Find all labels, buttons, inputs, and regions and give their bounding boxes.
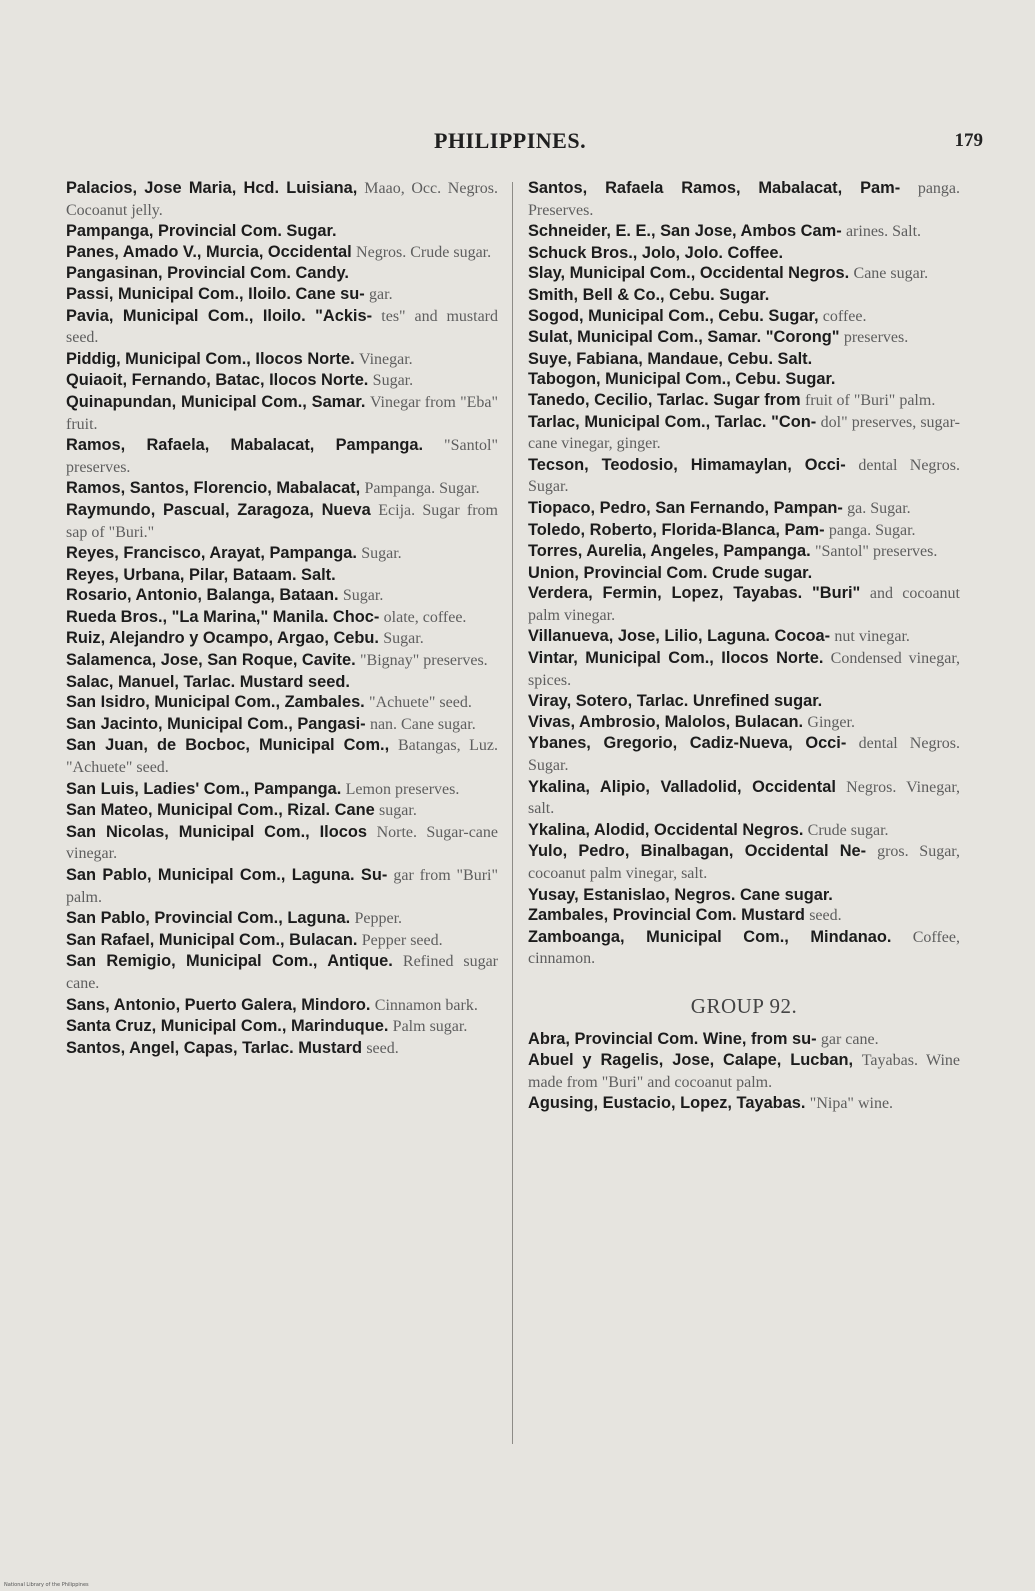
entry-product: Negros. Vinegar, salt. — [528, 778, 961, 818]
entry-name: Yulo, Pedro, Binalbagan, Occidental Ne- — [528, 842, 867, 861]
entry-name: San Jacinto, Municipal Com., Pangasi- — [66, 714, 366, 733]
directory-entry — [528, 455, 960, 498]
entry-product: "Nipa" wine. — [809, 1095, 894, 1113]
entry-product: Maao, Occ. Negros. Cocoanut jelly. — [66, 180, 499, 219]
directory-entry — [66, 865, 498, 908]
group-entries — [528, 1029, 960, 1115]
entry-name: San Juan, de Bocboc, Municipal Com., — [66, 736, 390, 755]
entry-name: San Pablo, Provincial Com., Laguna. — [66, 909, 351, 928]
entry-product: preserves. — [843, 329, 909, 347]
directory-entry — [66, 478, 498, 500]
entry-name: Santos, Rafaela Ramos, Mabalacat, Pam- — [528, 179, 901, 197]
entry-product: Sugar. — [342, 587, 384, 605]
directory-entry — [66, 263, 498, 284]
directory-entry — [66, 284, 498, 306]
entry-product: "Santol" preserves. — [814, 543, 938, 561]
entry-name: Ykalina, Alipio, Valladolid, Occidental — [528, 777, 836, 796]
entry-product: and cocoanut palm vinegar. — [528, 585, 961, 624]
entry-name: Vivas, Ambrosio, Malolos, Bulacan. — [528, 712, 804, 731]
directory-entry — [66, 435, 498, 478]
directory-entry — [528, 285, 960, 306]
entry-name: Slay, Municipal Com., Occidental Negros. — [528, 264, 850, 283]
directory-entry — [66, 672, 498, 693]
right-column — [528, 178, 960, 1115]
entry-name: San Nicolas, Municipal Com., Ilocos — [66, 822, 367, 841]
directory-entry — [528, 820, 960, 842]
entry-product: "Achuete" seed. — [369, 694, 472, 712]
entry-product: Pampanga. Sugar. — [364, 480, 480, 498]
entry-name: Tiopaco, Pedro, San Fernando, Pampan- — [528, 498, 843, 517]
entry-name: Pavia, Municipal Com., Iloilo. "Ackis- — [66, 306, 373, 325]
entry-name: Suye, Fabiana, Mandaue, Cebu. Salt. — [528, 349, 813, 368]
directory-entry — [66, 908, 498, 930]
entry-product: Sugar. — [361, 545, 402, 563]
entry-name: Viray, Sotero, Tarlac. Unrefined sugar. — [528, 692, 823, 711]
directory-entry — [66, 242, 498, 264]
directory-entry — [66, 607, 498, 629]
directory-entry — [528, 1093, 960, 1115]
entry-product: sugar. — [379, 802, 417, 820]
entry-name: Palacios, Jose Maria, Hcd. Luisiana, — [66, 179, 358, 197]
entry-name: Torres, Aurelia, Angeles, Pampanga. — [528, 542, 811, 561]
entry-name: Ykalina, Alodid, Occidental Negros. — [528, 820, 804, 839]
entry-name: Sulat, Municipal Com., Samar. "Corong" — [528, 328, 840, 347]
entry-name: Reyes, Francisco, Arayat, Pampanga. — [66, 544, 357, 563]
group-heading: GROUP 92. — [690, 993, 798, 1018]
entry-product: Condensed vinegar, spices. — [528, 650, 961, 689]
entry-product: dol" preserves, sugar-cane vinegar, ginger. — [528, 413, 960, 453]
entry-name: Verdera, Fermin, Lopez, Tayabas. "Buri" — [528, 584, 861, 603]
entry-name: San Isidro, Municipal Com., Zambales. — [66, 693, 365, 712]
directory-entry — [528, 712, 960, 734]
entry-name: Yusay, Estanislao, Negros. Cane sugar. — [528, 885, 833, 904]
entry-name: Tanedo, Cecilio, Tarlac. Sugar from — [528, 390, 801, 409]
entry-name: San Luis, Ladies' Com., Pampanga. — [66, 779, 342, 798]
entry-product: Palm sugar. — [392, 1018, 468, 1036]
directory-entry — [66, 221, 498, 242]
directory-entry — [528, 263, 960, 285]
directory-entry — [66, 692, 498, 714]
directory-entry — [528, 626, 960, 648]
directory-entry — [66, 1016, 498, 1038]
entry-product: Vinegar. — [358, 350, 413, 368]
directory-entry — [528, 1029, 960, 1051]
entry-name: Ramos, Rafaela, Mabalacat, Pampanga. — [66, 436, 424, 455]
page-number: 179 — [954, 130, 983, 151]
entry-product: "Bignay" preserves. — [359, 652, 488, 670]
entry-name: Salac, Manuel, Tarlac. Mustard seed. — [66, 672, 350, 691]
entry-name: Ruiz, Alejandro y Ocampo, Argao, Cebu. — [66, 629, 379, 648]
directory-entry — [528, 520, 960, 542]
entry-name: San Remigio, Municipal Com., Antique. — [66, 952, 393, 971]
directory-entry — [66, 392, 498, 435]
entry-product: Negros. Crude sugar. — [356, 243, 492, 261]
entry-name: San Pablo, Municipal Com., Laguna. Su- — [66, 866, 388, 884]
entry-product: gros. Sugar, cocoanut palm vinegar, salt. — [528, 843, 960, 882]
directory-entry — [66, 585, 498, 607]
entry-product: Vinegar from "Eba" fruit. — [66, 393, 499, 433]
entry-name: Abuel y Ragelis, Jose, Calape, Lucban, — [528, 1051, 854, 1070]
directory-entry — [66, 995, 498, 1017]
entry-product: Refined sugar cane. — [66, 953, 499, 992]
directory-entry — [528, 243, 960, 264]
directory-entry — [528, 777, 960, 820]
entry-name: Tecson, Teodosio, Himamaylan, Occi- — [528, 455, 846, 474]
directory-entry — [528, 306, 960, 328]
entry-name: Agusing, Eustacio, Lopez, Tayabas. — [528, 1094, 806, 1113]
entry-name: Pampanga, Provincial Com. Sugar. — [66, 222, 337, 241]
entry-name: Zamboanga, Municipal Com., Mindanao. — [528, 927, 892, 946]
entry-name: Pangasinan, Provincial Com. Candy. — [66, 264, 349, 283]
directory-entry — [66, 951, 498, 994]
entry-name: Sogod, Municipal Com., Cebu. Sugar, — [528, 306, 819, 325]
directory-entry — [66, 349, 498, 371]
entry-product: Coffee, cinnamon. — [528, 928, 960, 968]
entry-product: Crude sugar. — [807, 821, 889, 839]
entry-name: Smith, Bell & Co., Cebu. Sugar. — [528, 285, 770, 304]
entry-product: coffee. — [822, 307, 867, 325]
directory-entry — [528, 885, 960, 906]
directory-entry — [528, 841, 960, 884]
entry-product: Tayabas. Wine made from "Buri" and cocoanut palm. — [528, 1052, 961, 1091]
entry-product: ga. Sugar. — [847, 499, 911, 517]
entry-name: Villanueva, Jose, Lilio, Laguna. Cocoa- — [528, 627, 831, 646]
entry-product: Ecija. Sugar from sap of "Buri." — [66, 501, 498, 541]
entry-name: Sans, Antonio, Puerto Galera, Mindoro. — [66, 995, 371, 1014]
entry-product: Batangas, Luz. "Achuete" seed. — [66, 737, 499, 777]
directory-entry — [528, 369, 960, 390]
entry-name: Schuck Bros., Jolo, Jolo. Coffee. — [528, 243, 784, 262]
directory-entry — [528, 691, 960, 712]
entry-name: Quiaoit, Fernando, Batac, Ilocos Norte. — [66, 371, 369, 390]
directory-entry — [528, 498, 960, 520]
directory-entry — [528, 349, 960, 370]
directory-entry — [528, 905, 960, 927]
entry-product: gar cane. — [820, 1030, 879, 1048]
entry-name: Rosario, Antonio, Balanga, Bataan. — [66, 586, 339, 605]
directory-entry — [528, 221, 960, 243]
directory-entry — [528, 563, 960, 584]
entry-name: Ramos, Santos, Florencio, Mabalacat, — [66, 479, 361, 498]
directory-entry — [66, 500, 498, 543]
left-column — [66, 178, 498, 1059]
directory-entry — [66, 650, 498, 672]
entry-product: Pepper seed. — [361, 931, 443, 949]
entry-name: Ybanes, Gregorio, Cadiz-Nueva, Occi- — [528, 734, 847, 753]
footer-credit: National Library of the Philippines — [4, 1582, 89, 1588]
entry-product: olate, coffee. — [383, 608, 467, 626]
entry-name: Salamenca, Jose, San Roque, Cavite. — [66, 651, 356, 670]
entry-product: nan. Cane sugar. — [369, 715, 476, 733]
running-title: PHILIPPINES. — [434, 128, 587, 153]
directory-entry — [66, 628, 498, 650]
directory-entry — [66, 779, 498, 801]
entry-name: Panes, Amado V., Murcia, Occidental — [66, 242, 352, 261]
directory-entry — [66, 930, 498, 952]
entry-product: Pepper. — [354, 910, 403, 928]
directory-entry — [66, 370, 498, 392]
entry-product: Cinnamon bark. — [374, 996, 478, 1014]
entry-product: seed. — [366, 1039, 399, 1057]
entry-product: Ginger. — [807, 713, 855, 731]
entry-product: Cane sugar. — [853, 265, 929, 283]
directory-entry — [66, 565, 498, 586]
entry-product: seed. — [809, 907, 842, 925]
directory-entry — [66, 178, 498, 221]
entry-name: Raymundo, Pascual, Zaragoza, Nueva — [66, 500, 371, 519]
directory-entry — [66, 800, 498, 822]
directory-entry — [528, 412, 960, 455]
entry-name: Vintar, Municipal Com., Ilocos Norte. — [528, 649, 824, 668]
entry-name: Santa Cruz, Municipal Com., Marinduque. — [66, 1017, 389, 1036]
page-header — [0, 128, 1035, 162]
entry-name: Zambales, Provincial Com. Mustard — [528, 906, 805, 925]
entry-name: Piddig, Municipal Com., Ilocos Norte. — [66, 349, 355, 368]
directory-entry — [528, 1050, 960, 1093]
directory-entry — [528, 541, 960, 563]
directory-entry — [528, 927, 960, 970]
entry-product: fruit of "Buri" palm. — [804, 391, 936, 409]
entry-name: Schneider, E. E., San Jose, Ambos Cam- — [528, 222, 842, 241]
directory-entry — [66, 543, 498, 565]
entry-product: arines. Salt. — [845, 223, 922, 241]
entry-product: Sugar. — [383, 630, 424, 648]
entry-name: Santos, Angel, Capas, Tarlac. Mustard — [66, 1038, 363, 1057]
directory-entry — [528, 390, 960, 412]
right-column-entries — [528, 178, 960, 970]
directory-entry — [66, 306, 498, 349]
entry-product: gar from "Buri" palm. — [66, 867, 499, 906]
entry-name: Abra, Provincial Com. Wine, from su- — [528, 1029, 817, 1048]
entry-product: panga. Preserves. — [528, 180, 961, 219]
directory-entry — [66, 735, 498, 778]
entry-name: Union, Provincial Com. Crude sugar. — [528, 563, 813, 582]
directory-entry — [66, 822, 498, 865]
entry-product: Sugar. — [372, 372, 414, 390]
entry-product: gar. — [369, 285, 393, 303]
column-divider — [512, 182, 513, 1444]
entry-product: dental Negros. Sugar. — [528, 735, 960, 775]
entry-name: San Mateo, Municipal Com., Rizal. Cane — [66, 801, 375, 820]
entry-product: Norte. Sugar-cane vinegar. — [66, 823, 498, 863]
entry-name: Quinapundan, Municipal Com., Samar. — [66, 392, 366, 411]
entry-name: Tabogon, Municipal Com., Cebu. Sugar. — [528, 370, 836, 389]
directory-entry — [66, 1038, 498, 1060]
entry-name: Reyes, Urbana, Pilar, Bataam. Salt. — [66, 565, 336, 584]
entry-name: Rueda Bros., "La Marina," Manila. Choc- — [66, 607, 380, 626]
entry-product: nut vinegar. — [834, 628, 910, 646]
entry-product: panga. Sugar. — [828, 521, 916, 539]
directory-entry — [528, 327, 960, 349]
entry-name: Passi, Municipal Com., Iloilo. Cane su- — [66, 284, 365, 303]
entry-product: Lemon preserves. — [345, 780, 460, 798]
directory-entry — [528, 178, 960, 221]
entry-name: Tarlac, Municipal Com., Tarlac. "Con- — [528, 412, 817, 431]
directory-entry — [528, 583, 960, 626]
directory-entry — [528, 733, 960, 776]
entry-product: dental Negros. Sugar. — [528, 456, 960, 496]
entry-name: Toledo, Roberto, Florida-Blanca, Pam- — [528, 520, 825, 539]
directory-entry — [528, 648, 960, 691]
entry-name: San Rafael, Municipal Com., Bulacan. — [66, 930, 358, 949]
directory-entry — [66, 714, 498, 736]
entry-product: tes" and mustard seed. — [66, 307, 499, 347]
entry-product: "Santol" preserves. — [66, 437, 498, 476]
